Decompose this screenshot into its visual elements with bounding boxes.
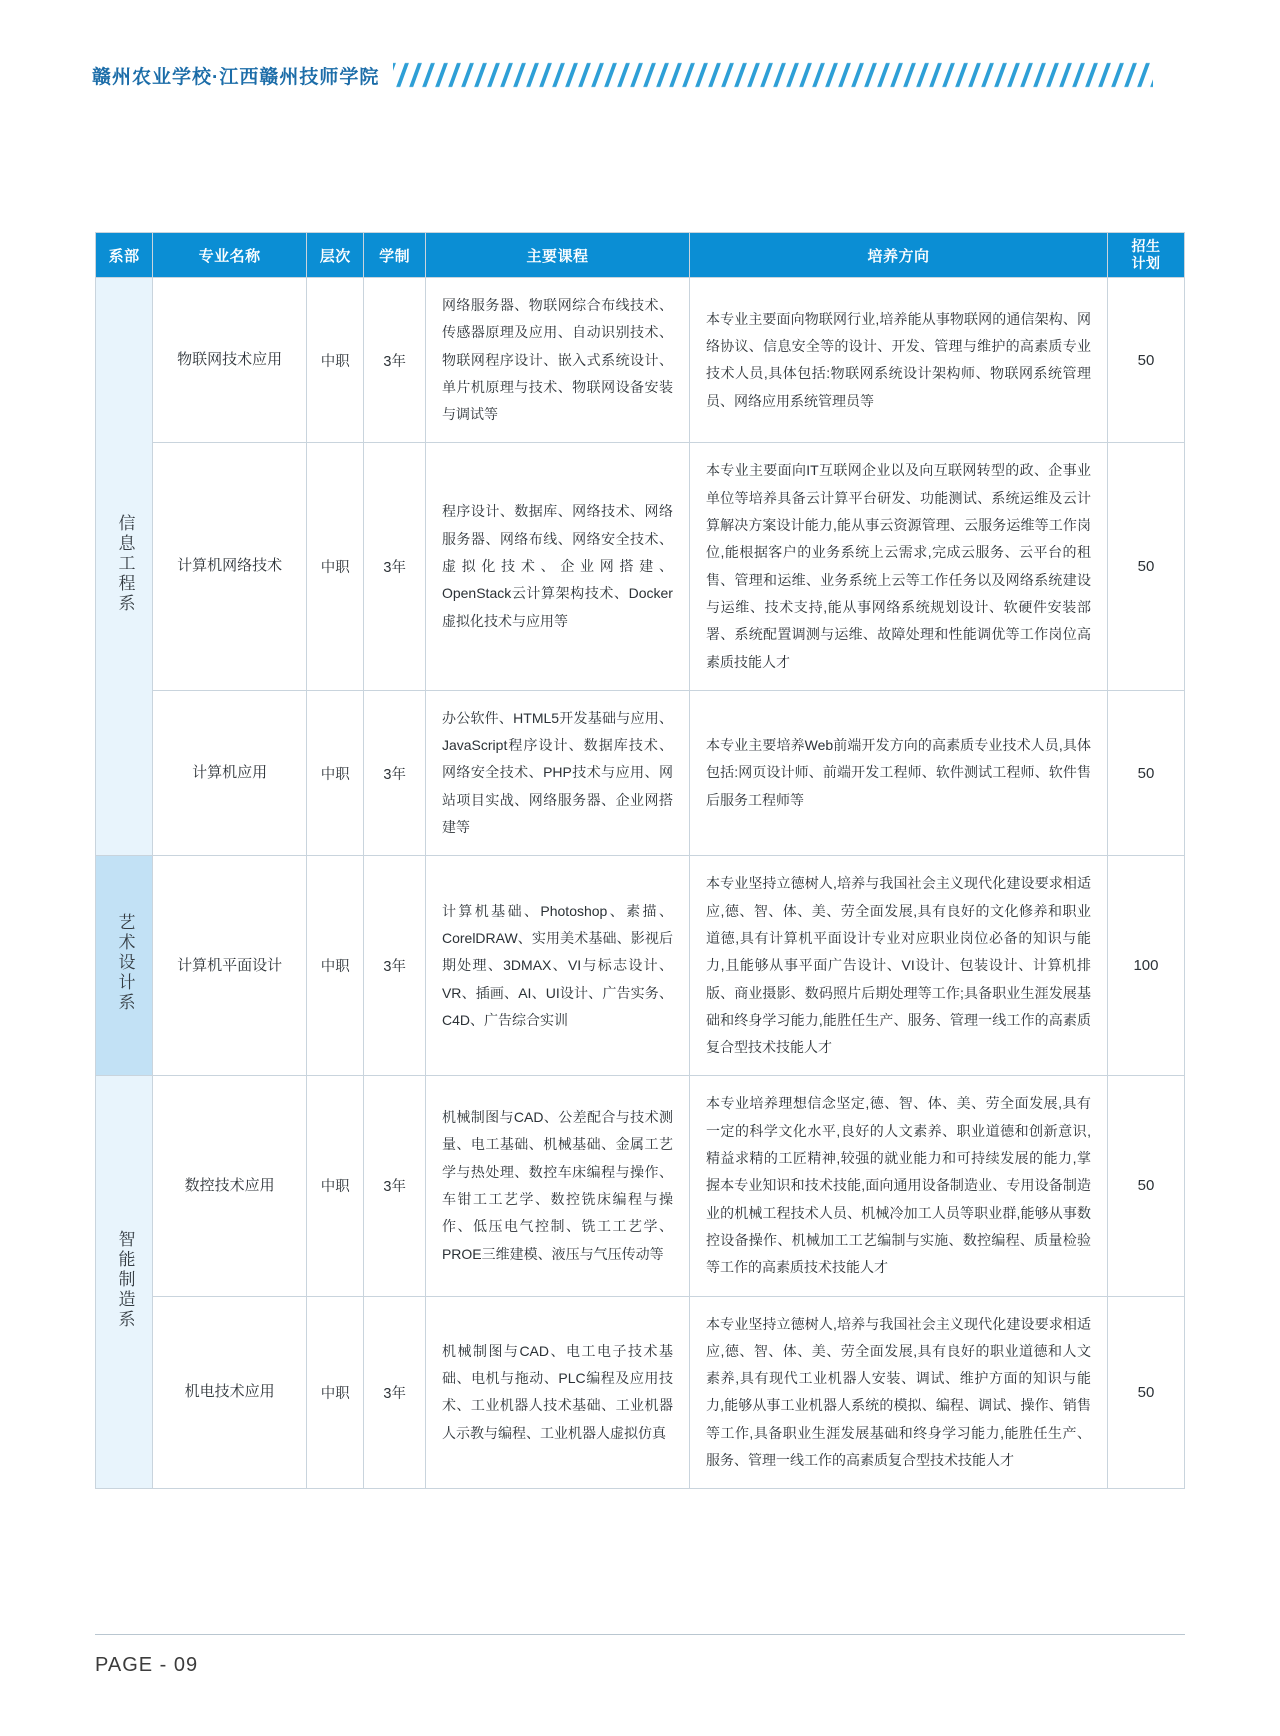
column-header-direction: 培养方向 (689, 233, 1107, 278)
table-row (96, 690, 1185, 855)
majors-catalog-table (95, 232, 1185, 1489)
enrollment-plan: 50 (1107, 443, 1184, 690)
plan-header-line-2: 计划 (1131, 255, 1161, 271)
program-length: 3年 (364, 1296, 426, 1489)
page-header (0, 52, 1280, 98)
table-header-row (96, 233, 1185, 278)
program-length: 3年 (364, 1076, 426, 1296)
training-direction: 本专业坚持立德树人,培养与我国社会主义现代化建设要求相适应,德、智、体、美、劳全面发展,具有良好的职业道德和人文素养,具有现代工业机器人安装、调试、维护方面的知识与能力,能够从事工业机器人系统的模拟、编程、调试、操作、销售等工作,具备职业生涯发展基础和终身学习能力,能胜任生产、服务、管理一线工作的高素质复合型技术技能人才 (689, 1296, 1107, 1489)
table-body (96, 278, 1185, 1489)
column-header-years: 学制 (364, 233, 426, 278)
column-header-level: 层次 (307, 233, 364, 278)
education-level: 中职 (307, 856, 364, 1076)
major-name: 计算机网络技术 (153, 443, 307, 690)
table-row (96, 1076, 1185, 1296)
table-row (96, 278, 1185, 443)
table-row (96, 1296, 1185, 1489)
major-name: 计算机应用 (153, 690, 307, 855)
dept-label: 信息工程系 (115, 514, 135, 615)
dept-cell-art-design (96, 856, 153, 1076)
training-direction: 本专业主要面向物联网行业,培养能从事物联网的通信架构、网络协议、信息安全等的设计、开发、管理与维护的高素质专业技术人员,具体包括:物联网系统设计架构师、物联网系统管理员、网络应用系统管理员等 (689, 278, 1107, 443)
education-level: 中职 (307, 1076, 364, 1296)
table-row (96, 856, 1185, 1076)
column-header-enrollment-plan (1107, 233, 1184, 278)
education-level: 中职 (307, 690, 364, 855)
training-direction: 本专业主要培养Web前端开发方向的高素质专业技术人员,具体包括:网页设计师、前端开发工程师、软件测试工程师、软件售后服务工程师等 (689, 690, 1107, 855)
plan-header-line-1: 招生 (1131, 238, 1161, 255)
program-length: 3年 (364, 690, 426, 855)
main-courses: 机械制图与CAD、电工电子技术基础、电机与拖动、PLC编程及应用技术、工业机器人技术基础、工业机器人示教与编程、工业机器人虚拟仿真 (425, 1296, 689, 1489)
education-level: 中职 (307, 443, 364, 690)
major-name: 计算机平面设计 (153, 856, 307, 1076)
training-direction: 本专业坚持立德树人,培养与我国社会主义现代化建设要求相适应,德、智、体、美、劳全面发展,具有良好的文化修养和职业道德,具有计算机平面设计专业对应职业岗位必备的知识与能力,且能够从事平面广告设计、VI设计、包装设计、计算机排版、商业摄影、数码照片后期处理等工作;具备职业生涯发展基础和终身学习能力,能胜任生产、服务、管理一线工作的高素质复合型技术技能人才 (689, 856, 1107, 1076)
dept-label: 智能制造系 (115, 1229, 135, 1330)
page-footer (0, 1616, 1280, 1736)
main-courses: 机械制图与CAD、公差配合与技术测量、电工基础、机械基础、金属工艺学与热处理、数控车床编程与操作、车钳工工艺学、数控铣床编程与操作、低压电气控制、铣工工艺学、PROE三维建模、液压与气压传动等 (425, 1076, 689, 1296)
main-courses: 网络服务器、物联网综合布线技术、传感器原理及应用、自动识别技术、物联网程序设计、嵌入式系统设计、单片机原理与技术、物联网设备安装与调试等 (425, 278, 689, 443)
main-courses: 办公软件、HTML5开发基础与应用、JavaScript程序设计、数据库技术、网络安全技术、PHP技术与应用、网站项目实战、网络服务器、企业网搭建等 (425, 690, 689, 855)
column-header-major: 专业名称 (153, 233, 307, 278)
diagonal-stripes-icon (393, 60, 1188, 90)
enrollment-plan: 50 (1107, 690, 1184, 855)
program-length: 3年 (364, 856, 426, 1076)
enrollment-plan: 50 (1107, 1296, 1184, 1489)
dept-label: 艺术设计系 (115, 913, 135, 1014)
dept-cell-intelligent-manufacturing (96, 1076, 153, 1489)
enrollment-plan: 100 (1107, 856, 1184, 1076)
enrollment-plan: 50 (1107, 1076, 1184, 1296)
program-length: 3年 (364, 443, 426, 690)
major-name: 物联网技术应用 (153, 278, 307, 443)
training-direction: 本专业主要面向IT互联网企业以及向互联网转型的政、企事业单位等培养具备云计算平台研发、功能测试、系统运维及云计算解决方案设计能力,能从事云资源管理、云服务运维等工作岗位,能根据客户的业务系统上云需求,完成云服务、云平台的租售、管理和运维、业务系统上云等工作任务以及网络系统建设与运维、技术支持,能从事网络系统规划设计、软硬件安装部署、系统配置调测与运维、故障处理和性能调优等工作岗位高素质技能人才 (689, 443, 1107, 690)
column-header-dept: 系部 (96, 233, 153, 278)
enrollment-plan: 50 (1107, 278, 1184, 443)
program-length: 3年 (364, 278, 426, 443)
dept-cell-information-engineering (96, 278, 153, 856)
footer-divider (95, 1634, 1185, 1635)
main-courses: 计算机基础、Photoshop、素描、CorelDRAW、实用美术基础、影视后期处理、3DMAX、VI与标志设计、VR、插画、AI、UI设计、广告实务、C4D、广告综合实训 (425, 856, 689, 1076)
main-courses: 程序设计、数据库、网络技术、网络服务器、网络布线、网络安全技术、虚拟化技术、企业网搭建、OpenStack云计算架构技术、Docker虚拟化技术与应用等 (425, 443, 689, 690)
education-level: 中职 (307, 1296, 364, 1489)
major-name: 数控技术应用 (153, 1076, 307, 1296)
column-header-courses: 主要课程 (425, 233, 689, 278)
education-level: 中职 (307, 278, 364, 443)
training-direction: 本专业培养理想信念坚定,德、智、体、美、劳全面发展,具有一定的科学文化水平,良好的人文素养、职业道德和创新意识,精益求精的工匠精神,较强的就业能力和可持续发展的能力,掌握本专业知识和技术技能,面向通用设备制造业、专用设备制造业的机械工程技术人员、机械冷加工人员等职业群,能够从事数控设备操作、机械加工工艺编制与实施、数控编程、质量检验等工作的高素质技术技能人才 (689, 1076, 1107, 1296)
table-row (96, 443, 1185, 690)
page-number: PAGE - 09 (95, 1654, 199, 1676)
major-name: 机电技术应用 (153, 1296, 307, 1489)
table-header (96, 233, 1185, 278)
institution-title: 赣州农业学校·江西赣州技师学院 (92, 66, 380, 88)
